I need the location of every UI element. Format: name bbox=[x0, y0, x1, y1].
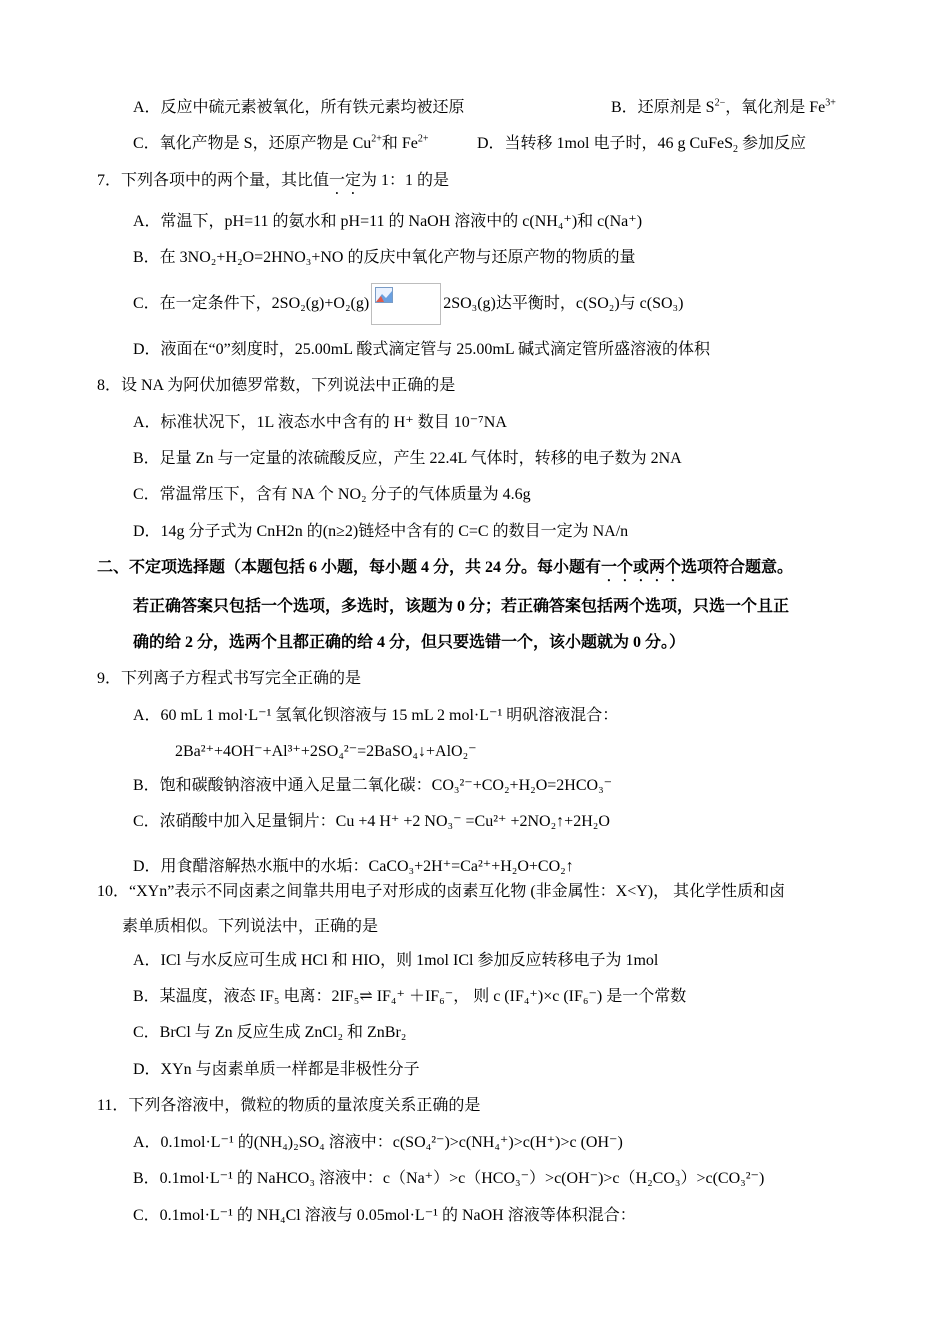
q11-stem: 11．下列各溶液中，微粒的物质的量浓度关系正确的是 bbox=[97, 1097, 481, 1114]
q8-option-c: C．常温常压下，含有 NA 个 NO₂ 分子的气体质量为 4.6g bbox=[133, 486, 531, 503]
q6-option-b-charge2: 3+ bbox=[825, 97, 836, 109]
q6-option-d-text2: 参加反应 bbox=[738, 135, 807, 152]
q6-option-c-charge1: 2+ bbox=[371, 133, 382, 145]
q11-option-b: B．0.1mol·L⁻¹ 的 NaHCO₃ 溶液中：c（Na⁺）>c（HCO₃⁻）>c(OH⁻)>c（H₂CO₃）>c(CO₃²⁻) bbox=[133, 1170, 765, 1187]
q6-option-c-text2: 和 Fe bbox=[381, 135, 418, 152]
section2-heading-line2: 若正确答案只包括一个选项，多选时，该题为 0 分；若正确答案包括两个选项，只选一个且正 bbox=[133, 598, 790, 615]
q10-option-d: D．XYn 与卤素单质一样都是非极性分子 bbox=[133, 1061, 420, 1078]
q9-option-a-equation: 2Ba²⁺+4OH⁻+Al³⁺+2SO₄²⁻=2BaSO₄↓+AlO₂⁻ bbox=[175, 743, 477, 760]
q6-option-b-text: B．还原剂是 S bbox=[611, 99, 715, 116]
q7-option-d: D．液面在“0”刻度时，25.00mL 酸式滴定管与 25.00mL 碱式滴定管所盛溶液的体积 bbox=[133, 341, 711, 358]
q9-option-d: D．用食醋溶解热水瓶中的水垢：CaCO₃+2H⁺=Ca²⁺+H₂O+CO₂↑ bbox=[133, 858, 574, 875]
q6-option-b bbox=[611, 97, 836, 119]
q7-stem-text: 7．下列各项中的两个量，其比值 bbox=[97, 172, 330, 189]
q10-option-a: A．ICl 与水反应可生成 HCl 和 HIO，则 1mol ICl 参加反应转移电子为 1mol bbox=[133, 952, 659, 969]
section2-heading-text2: 选项符合题意。 bbox=[681, 559, 794, 576]
q7-stem bbox=[97, 170, 449, 198]
q7-stem-text2: 为 1：1 的是 bbox=[361, 172, 450, 189]
q6-option-c-text: C．氧化产物是 S，还原产物是 Cu bbox=[133, 135, 372, 152]
section2-heading-line1 bbox=[97, 557, 793, 585]
q6-option-b-charge: 2− bbox=[714, 97, 726, 109]
q10-option-c: C．BrCl 与 Zn 反应生成 ZnCl₂ 和 ZnBr₂ bbox=[133, 1024, 407, 1041]
q11-option-a: A．0.1mol·L⁻¹ 的(NH₄)₂SO₄ 溶液中：c(SO₄²⁻)>c(NH₄⁺)>c(H⁺)>c (OH⁻) bbox=[133, 1134, 623, 1151]
equilibrium-arrow-image bbox=[371, 283, 441, 325]
q7-option-a: A．常温下，pH=11 的氨水和 pH=11 的 NaOH 溶液中的 c(NH₄⁺)和 c(Na⁺) bbox=[133, 213, 643, 230]
broken-image-icon bbox=[375, 287, 393, 303]
q9-option-c: C．浓硝酸中加入足量铜片：Cu +4 H⁺ +2 NO₃⁻ =Cu²⁺ +2NO₂↑+2H₂O bbox=[133, 813, 610, 830]
q6-option-d-sub: 2 bbox=[733, 144, 739, 156]
q9-stem: 9．下列离子方程式书写完全正确的是 bbox=[97, 670, 362, 687]
section2-heading-emphasis: 一个或两个 bbox=[601, 559, 682, 576]
q10-stem-line2: 素单质相似。下列说法中，正确的是 bbox=[122, 918, 379, 935]
q6-option-c-charge2: 2+ bbox=[417, 133, 429, 145]
q11-option-c: C．0.1mol·L⁻¹ 的 NH₄Cl 溶液与 0.05mol·L⁻¹ 的 NaOH 溶液等体积混合： bbox=[133, 1207, 636, 1224]
q6-option-a: A．反应中硫元素被氧化，所有铁元素均被还原 bbox=[133, 99, 465, 116]
q7-option-b: B．在 3NO₂+H₂O=2HNO₃+NO 的反庆中氧化产物与还原产物的物质的量 bbox=[133, 249, 636, 266]
q10-option-b: B．某温度，液态 IF₅ 电离：2IF₅⇌ IF₄⁺ ＋IF₆⁻， 则 c (IF₄⁺)×c (IF₆⁻) 是一个常数 bbox=[133, 988, 687, 1005]
section2-heading-text: 二、不定项选择题（本题包括 6 小题，每小题 4 分，共 24 分。每小题有 bbox=[97, 559, 602, 576]
q8-option-b: B．足量 Zn 与一定量的浓硫酸反应，产生 22.4L 气体时，转移的电子数为 2NA bbox=[133, 450, 682, 467]
q6-option-c bbox=[133, 133, 429, 155]
q9-option-b: B．饱和碳酸钠溶液中通入足量二氧化碳：CO₃²⁻+CO₂+H₂O=2HCO₃⁻ bbox=[133, 777, 613, 794]
section2-heading-line3: 确的给 2 分，选两个且都正确的给 4 分，但只要选错一个，该小题就为 0 分。） bbox=[133, 634, 686, 651]
q8-stem: 8．设 NA 为阿伏加德罗常数，下列说法中正确的是 bbox=[97, 377, 456, 394]
q6-option-b-text2: ，氧化剂是 Fe bbox=[725, 99, 826, 116]
q6-option-d-text: D．当转移 1mol 电子时，46 g CuFeS bbox=[477, 135, 734, 152]
q6-option-d bbox=[477, 133, 806, 155]
q9-option-a: A．60 mL 1 mol·L⁻¹ 氢氧化钡溶液与 15 mL 2 mol·L⁻¹ 明矾溶液混合： bbox=[133, 707, 619, 724]
q8-option-d: D．14g 分子式为 CnH2n 的(n≥2)链烃中含有的 C=C 的数目一定为 NA/n bbox=[133, 523, 629, 540]
q7-option-c-text2: 2SO₃(g)达平衡时，c(SO₂)与 c(SO₃) bbox=[443, 295, 684, 312]
q8-option-a: A．标准状况下，1L 液态水中含有的 H⁺ 数目 10⁻⁷NA bbox=[133, 414, 507, 431]
q7-option-c bbox=[133, 283, 683, 325]
q7-stem-emphasis: 一定 bbox=[329, 172, 362, 189]
q10-stem-line1: 10．“XYn”表示不同卤素之间靠共用电子对形成的卤素互化物 (非金属性：X<Y)， 其化学性质和卤 bbox=[97, 883, 786, 900]
q7-option-c-text: C．在一定条件下，2SO₂(g)+O₂(g) bbox=[133, 295, 370, 312]
